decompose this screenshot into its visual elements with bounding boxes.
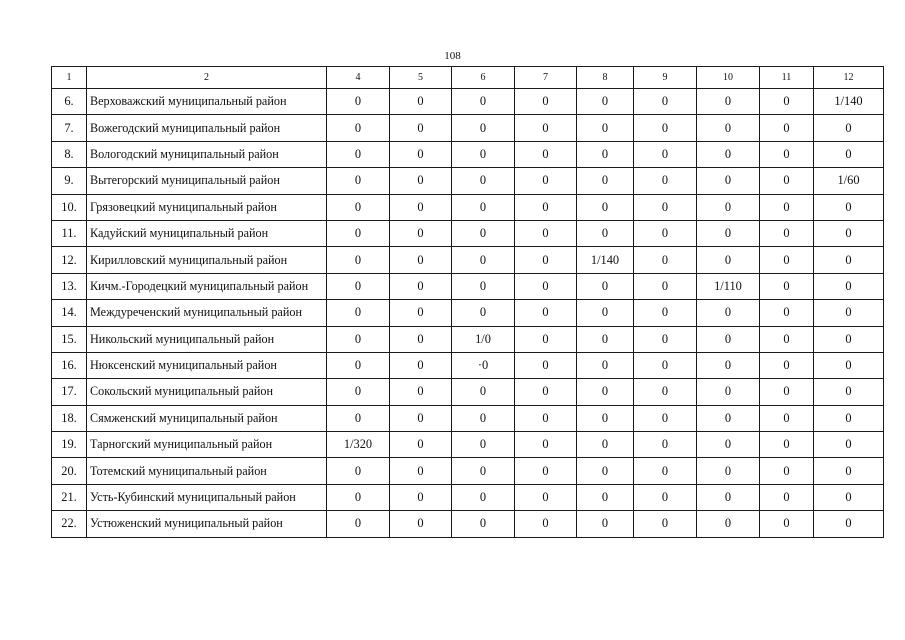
value-cell: 0	[390, 326, 452, 352]
value-cell: 0	[327, 220, 390, 246]
table-row	[52, 141, 884, 167]
value-cell: 0	[327, 511, 390, 537]
value-cell: 0	[452, 379, 515, 405]
row-number: 11.	[52, 220, 87, 246]
value-cell: 0	[697, 511, 760, 537]
value-cell: 0	[390, 484, 452, 510]
value-cell: 1/320	[327, 432, 390, 458]
row-number: 17.	[52, 379, 87, 405]
value-cell: 0	[452, 115, 515, 141]
value-cell: 0	[634, 432, 697, 458]
value-cell: 0	[760, 89, 814, 115]
row-number: 22.	[52, 511, 87, 537]
value-cell: 0	[515, 89, 577, 115]
header-cell: 1	[52, 67, 87, 89]
data-table	[51, 66, 884, 538]
row-number: 14.	[52, 300, 87, 326]
value-cell: 0	[814, 220, 884, 246]
value-cell: 0	[390, 511, 452, 537]
district-name: Тарногский муниципальный район	[87, 432, 327, 458]
value-cell: 1/140	[577, 247, 634, 273]
row-number: 18.	[52, 405, 87, 431]
value-cell: 0	[577, 194, 634, 220]
value-cell: 0	[577, 458, 634, 484]
district-name: Сокольский муниципальный район	[87, 379, 327, 405]
row-number: 16.	[52, 352, 87, 378]
value-cell: 0	[327, 300, 390, 326]
page-number: 108	[444, 50, 461, 62]
value-cell: 0	[452, 273, 515, 299]
value-cell: 0	[327, 89, 390, 115]
value-cell: 0	[634, 352, 697, 378]
header-cell: 9	[634, 67, 697, 89]
value-cell: 0	[814, 141, 884, 167]
value-cell: 0	[697, 379, 760, 405]
value-cell: 0	[515, 458, 577, 484]
value-cell: 0	[697, 432, 760, 458]
value-cell: 0	[515, 405, 577, 431]
value-cell: 0	[760, 352, 814, 378]
value-cell: 0	[452, 194, 515, 220]
value-cell: 0	[634, 115, 697, 141]
value-cell: 0	[634, 511, 697, 537]
table-row	[52, 352, 884, 378]
value-cell: 0	[327, 168, 390, 194]
value-cell: 0	[634, 484, 697, 510]
district-name: Кадуйский муниципальный район	[87, 220, 327, 246]
value-cell: 0	[634, 89, 697, 115]
value-cell: 1/140	[814, 89, 884, 115]
header-cell: 8	[577, 67, 634, 89]
value-cell: 0	[577, 300, 634, 326]
district-name: Верховажский муниципальный район	[87, 89, 327, 115]
value-cell: 0	[577, 168, 634, 194]
value-cell: 0	[390, 141, 452, 167]
district-name: Грязовецкий муниципальный район	[87, 194, 327, 220]
table-row	[52, 89, 884, 115]
value-cell: 0	[814, 247, 884, 273]
value-cell: 0	[577, 379, 634, 405]
row-number: 12.	[52, 247, 87, 273]
row-number: 20.	[52, 458, 87, 484]
value-cell: 0	[760, 405, 814, 431]
value-cell: 0	[452, 405, 515, 431]
value-cell: 0	[327, 379, 390, 405]
value-cell: 0	[760, 326, 814, 352]
district-name: Кирилловский муниципальный район	[87, 247, 327, 273]
value-cell: 0	[515, 168, 577, 194]
value-cell: 0	[577, 511, 634, 537]
value-cell: 0	[577, 89, 634, 115]
row-number: 13.	[52, 273, 87, 299]
value-cell: 0	[390, 379, 452, 405]
value-cell: 0	[390, 220, 452, 246]
value-cell: 0	[814, 115, 884, 141]
value-cell: 0	[327, 326, 390, 352]
table-row	[52, 458, 884, 484]
value-cell: 0	[515, 511, 577, 537]
district-name: Никольский муниципальный район	[87, 326, 327, 352]
header-row	[52, 67, 884, 89]
value-cell: 0	[452, 168, 515, 194]
value-cell: 0	[697, 326, 760, 352]
value-cell: 0	[814, 352, 884, 378]
value-cell: 0	[577, 326, 634, 352]
row-number: 19.	[52, 432, 87, 458]
value-cell: 0	[634, 220, 697, 246]
value-cell: 0	[515, 352, 577, 378]
value-cell: 0	[452, 432, 515, 458]
value-cell: 0	[327, 115, 390, 141]
value-cell: 0	[760, 194, 814, 220]
header-cell: 7	[515, 67, 577, 89]
header-cell: 5	[390, 67, 452, 89]
value-cell: 0	[634, 458, 697, 484]
table-row	[52, 247, 884, 273]
value-cell: 0	[515, 247, 577, 273]
value-cell: 0	[760, 484, 814, 510]
value-cell: 0	[634, 273, 697, 299]
header-cell: 6	[452, 67, 515, 89]
row-number: 9.	[52, 168, 87, 194]
value-cell: 0	[390, 300, 452, 326]
value-cell: 0	[452, 458, 515, 484]
table-row	[52, 511, 884, 537]
value-cell: 0	[760, 432, 814, 458]
value-cell: 0	[634, 194, 697, 220]
table-row	[52, 326, 884, 352]
district-name: Вожегодский муниципальный район	[87, 115, 327, 141]
value-cell: ·0	[452, 352, 515, 378]
value-cell: 0	[814, 194, 884, 220]
value-cell: 0	[634, 247, 697, 273]
value-cell: 0	[577, 432, 634, 458]
value-cell: 0	[814, 273, 884, 299]
value-cell: 0	[577, 220, 634, 246]
header-cell: 11	[760, 67, 814, 89]
value-cell: 0	[634, 300, 697, 326]
district-name: Нюксенский муниципальный район	[87, 352, 327, 378]
value-cell: 0	[577, 405, 634, 431]
value-cell: 0	[515, 220, 577, 246]
table-row	[52, 194, 884, 220]
value-cell: 0	[577, 484, 634, 510]
table-row	[52, 379, 884, 405]
district-name: Вытегорский муниципальный район	[87, 168, 327, 194]
value-cell: 0	[760, 115, 814, 141]
table-row	[52, 432, 884, 458]
value-cell: 0	[515, 273, 577, 299]
value-cell: 0	[634, 405, 697, 431]
district-name: Междуреченский муниципальный район	[87, 300, 327, 326]
table-row	[52, 168, 884, 194]
district-name: Кичм.-Городецкий муниципальный район	[87, 273, 327, 299]
value-cell: 0	[390, 352, 452, 378]
value-cell: 0	[327, 273, 390, 299]
value-cell: 0	[577, 141, 634, 167]
value-cell: 0	[327, 352, 390, 378]
value-cell: 0	[452, 300, 515, 326]
table-row	[52, 115, 884, 141]
value-cell: 0	[390, 247, 452, 273]
value-cell: 0	[760, 220, 814, 246]
value-cell: 0	[634, 379, 697, 405]
value-cell: 0	[760, 168, 814, 194]
value-cell: 0	[697, 458, 760, 484]
value-cell: 0	[390, 168, 452, 194]
value-cell: 0	[697, 300, 760, 326]
row-number: 7.	[52, 115, 87, 141]
value-cell: 0	[814, 326, 884, 352]
value-cell: 0	[697, 220, 760, 246]
value-cell: 0	[327, 458, 390, 484]
district-name: Вологодский муниципальный район	[87, 141, 327, 167]
value-cell: 1/0	[452, 326, 515, 352]
value-cell: 0	[760, 273, 814, 299]
table-row	[52, 220, 884, 246]
value-cell: 0	[452, 141, 515, 167]
value-cell: 0	[814, 379, 884, 405]
value-cell: 0	[327, 194, 390, 220]
value-cell: 0	[515, 484, 577, 510]
value-cell: 0	[697, 405, 760, 431]
value-cell: 0	[452, 89, 515, 115]
row-number: 8.	[52, 141, 87, 167]
value-cell: 0	[577, 273, 634, 299]
value-cell: 0	[814, 300, 884, 326]
value-cell: 0	[760, 300, 814, 326]
value-cell: 0	[697, 89, 760, 115]
header-cell: 4	[327, 67, 390, 89]
value-cell: 0	[697, 141, 760, 167]
header-cell: 10	[697, 67, 760, 89]
value-cell: 0	[327, 141, 390, 167]
district-name: Тотемский муниципальный район	[87, 458, 327, 484]
value-cell: 1/60	[814, 168, 884, 194]
value-cell: 0	[390, 89, 452, 115]
value-cell: 0	[577, 352, 634, 378]
value-cell: 0	[515, 115, 577, 141]
value-cell: 0	[390, 405, 452, 431]
value-cell: 0	[327, 484, 390, 510]
value-cell: 0	[697, 168, 760, 194]
value-cell: 0	[760, 511, 814, 537]
value-cell: 0	[327, 247, 390, 273]
row-number: 10.	[52, 194, 87, 220]
value-cell: 0	[760, 458, 814, 484]
header-cell: 2	[87, 67, 327, 89]
value-cell: 0	[760, 379, 814, 405]
district-name: Усть-Кубинский муниципальный район	[87, 484, 327, 510]
value-cell: 0	[515, 432, 577, 458]
row-number: 6.	[52, 89, 87, 115]
value-cell: 0	[515, 326, 577, 352]
value-cell: 0	[515, 300, 577, 326]
value-cell: 1/110	[697, 273, 760, 299]
value-cell: 0	[452, 484, 515, 510]
value-cell: 0	[515, 379, 577, 405]
value-cell: 0	[327, 405, 390, 431]
value-cell: 0	[697, 247, 760, 273]
value-cell: 0	[452, 247, 515, 273]
value-cell: 0	[697, 352, 760, 378]
value-cell: 0	[577, 115, 634, 141]
district-name: Устюженский муниципальный район	[87, 511, 327, 537]
value-cell: 0	[814, 432, 884, 458]
table-row	[52, 405, 884, 431]
value-cell: 0	[814, 458, 884, 484]
value-cell: 0	[634, 326, 697, 352]
value-cell: 0	[814, 511, 884, 537]
value-cell: 0	[697, 194, 760, 220]
value-cell: 0	[515, 141, 577, 167]
table-row	[52, 273, 884, 299]
value-cell: 0	[515, 194, 577, 220]
value-cell: 0	[697, 115, 760, 141]
district-name: Сямженский муниципальный район	[87, 405, 327, 431]
table-row	[52, 484, 884, 510]
value-cell: 0	[390, 432, 452, 458]
table-body	[52, 89, 884, 538]
value-cell: 0	[697, 484, 760, 510]
value-cell: 0	[760, 247, 814, 273]
value-cell: 0	[634, 168, 697, 194]
value-cell: 0	[814, 405, 884, 431]
value-cell: 0	[452, 220, 515, 246]
value-cell: 0	[814, 484, 884, 510]
value-cell: 0	[390, 273, 452, 299]
value-cell: 0	[760, 141, 814, 167]
value-cell: 0	[634, 141, 697, 167]
header-cell: 12	[814, 67, 884, 89]
row-number: 21.	[52, 484, 87, 510]
row-number: 15.	[52, 326, 87, 352]
value-cell: 0	[390, 458, 452, 484]
table-row	[52, 300, 884, 326]
value-cell: 0	[452, 511, 515, 537]
value-cell: 0	[390, 194, 452, 220]
value-cell: 0	[390, 115, 452, 141]
